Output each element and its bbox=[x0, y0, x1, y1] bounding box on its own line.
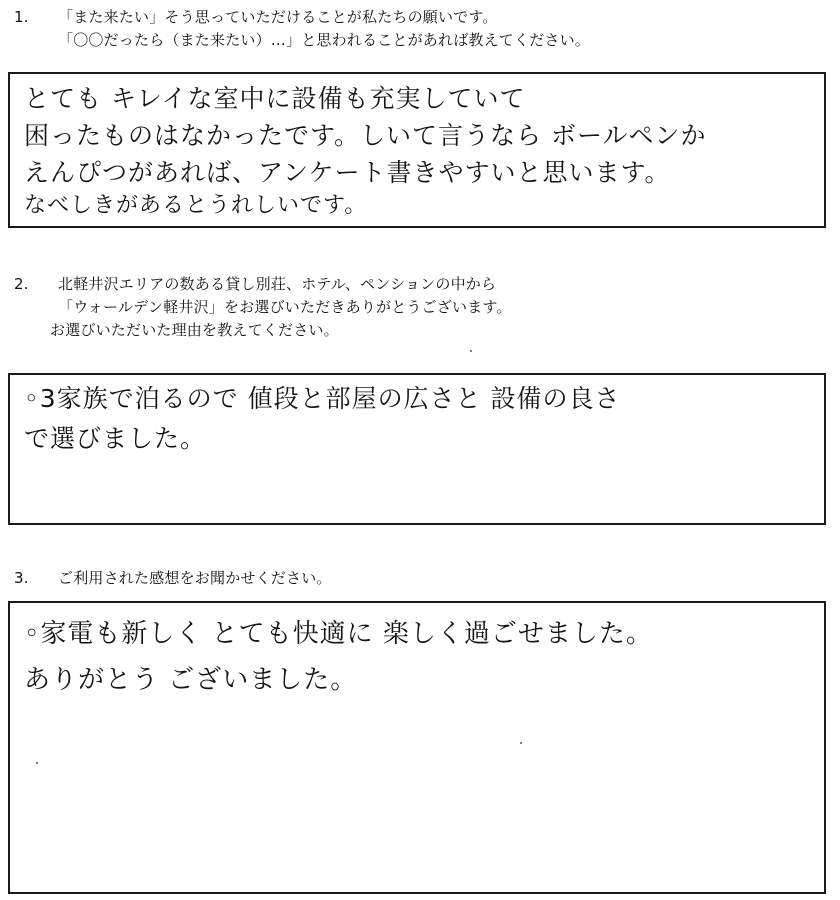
question-3-line-1: ご利用された感想をお聞かせください。 bbox=[58, 569, 332, 587]
question-1-number: 1. bbox=[14, 8, 29, 26]
answer-box-1[interactable] bbox=[8, 72, 826, 228]
question-1-line-2: 「〇〇だったら（また来たい）…」と思われることがあれば教えてください。 bbox=[58, 31, 591, 49]
answer-1-line-3: えんぴつがあれば、アンケート書きやすいと思います。 bbox=[24, 158, 671, 187]
answer-1-line-4: なべしきがあるとうれしいです。 bbox=[24, 193, 368, 218]
answer-1-text bbox=[24, 80, 706, 221]
answer-3-line-2: ありがとう ございました。 bbox=[24, 665, 358, 695]
question-2 bbox=[14, 273, 512, 342]
question-2-line-2: 「ウォールデン軽井沢」をお選びいただきありがとうございます。 bbox=[58, 298, 512, 316]
answer-3-line-1: ◦家電も新しく とても快適に 楽しく過ごせました。 bbox=[24, 619, 653, 649]
question-2-number: 2. bbox=[14, 275, 29, 293]
answer-2-line-1: ◦3家族で泊るので 値段と部屋の広さと 設備の良さ bbox=[24, 384, 621, 413]
question-2-line-1: 北軽井沢エリアの数ある貸し別荘、ホテル、ペンションの中から bbox=[58, 275, 497, 293]
answer-2-line-2: で選びました。 bbox=[24, 424, 207, 453]
scan-speck bbox=[520, 742, 522, 744]
question-1 bbox=[14, 6, 590, 52]
question-1-line-1: 「また来たい」そう思っていただけることが私たちの願いです。 bbox=[58, 8, 498, 26]
scan-speck bbox=[470, 350, 472, 352]
answer-1-line-2: 困ったものはなかったです。しいて言うなら ボールペンか bbox=[24, 121, 707, 150]
question-3-number: 3. bbox=[14, 569, 29, 587]
answer-3-text bbox=[24, 611, 653, 703]
answer-box-2[interactable] bbox=[8, 373, 826, 525]
answer-2-text bbox=[24, 379, 621, 459]
scan-speck bbox=[36, 762, 38, 764]
question-3 bbox=[14, 567, 332, 590]
answer-1-line-1: とても キレイな室中に設備も充実していて bbox=[24, 84, 526, 113]
answer-box-3[interactable] bbox=[8, 601, 826, 894]
question-2-line-3: お選びいただいた理由を教えてください。 bbox=[50, 321, 339, 339]
